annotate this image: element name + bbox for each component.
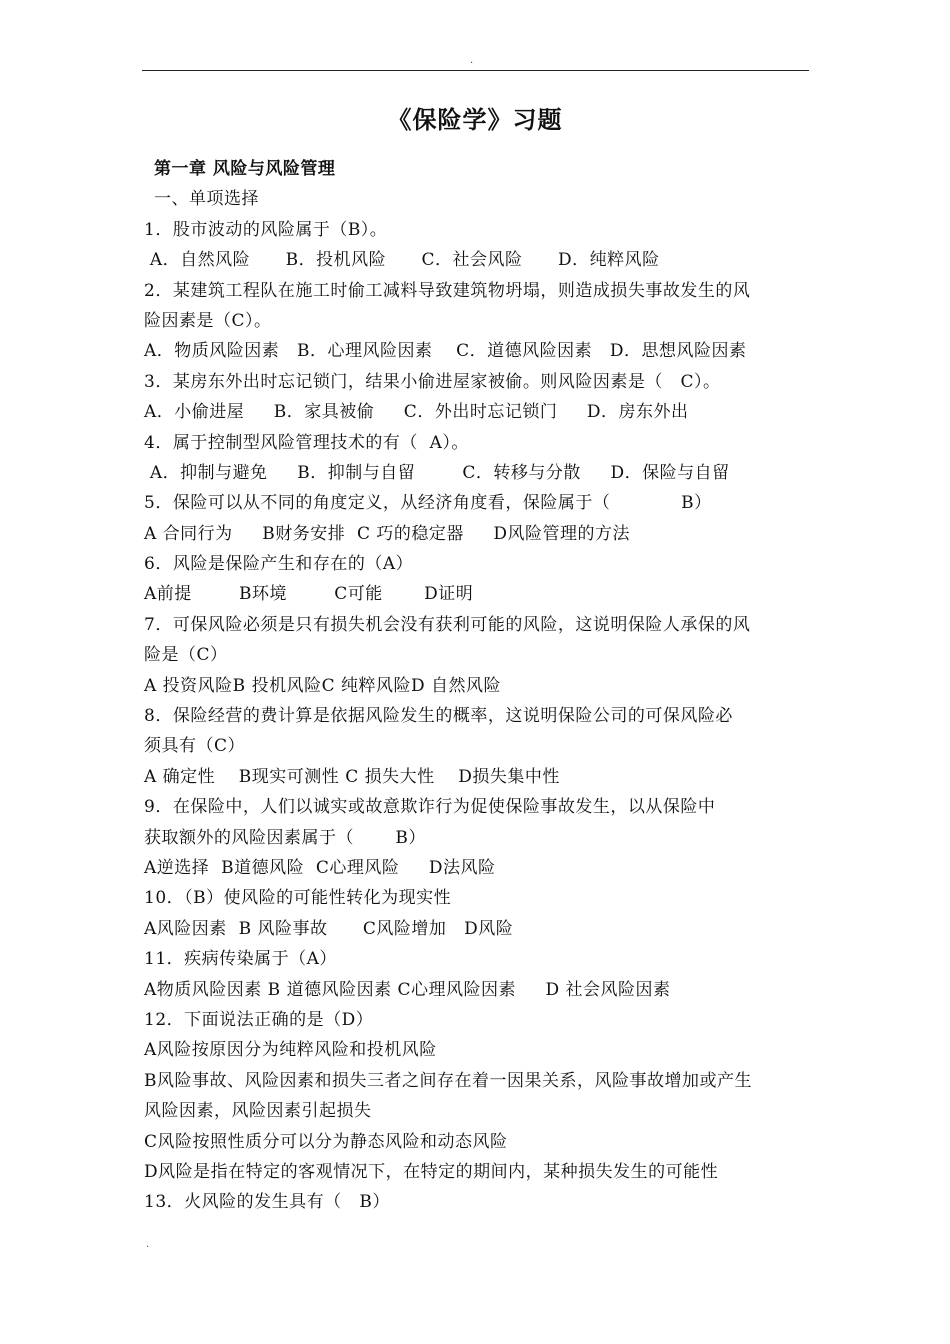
header-rule [142,70,809,71]
option-line: A风险因素 B 风险事故 C风险增加 D风险 [144,918,514,939]
question-line: 3．某房东外出时忘记锁门，结果小偷进屋家被偷。则风险因素是（ C）。 [144,371,721,392]
option-line: C风险按照性质分可以分为静态风险和动态风险 [144,1131,508,1152]
footer-dot: . [146,1239,150,1250]
option-line: A逆选择 B道德风险 C心理风险 D法风险 [144,857,496,878]
question-line: 9．在保险中，人们以诚实或故意欺诈行为促使保险事故发生，以从保险中 [144,797,716,818]
option-line: B风险事故、风险因素和损失三者之间存在着一因果关系，风险事故增加或产生 [144,1070,752,1091]
section-heading: 一、单项选择 [154,189,259,210]
question-line: 1．股市波动的风险属于（B）。 [144,219,388,240]
question-line: 10．（B）使风险的可能性转化为现实性 [144,888,452,909]
question-line: 11．疾病传染属于（A） [144,949,337,970]
option-line: A风险按原因分为纯粹风险和投机风险 [144,1040,437,1061]
option-line: A前提 B环境 C可能 D证明 [144,584,474,605]
option-line: A．自然风险 B．投机风险 C．社会风险 D．纯粹风险 [144,250,660,271]
option-line: D风险是指在特定的客观情况下，在特定的期间内，某种损失发生的可能性 [144,1161,719,1182]
option-line: A 投资风险B 投机风险C 纯粹风险D 自然风险 [144,675,502,696]
question-line: 4．属于控制型风险管理技术的有（ A）。 [144,432,469,453]
question-line: 13．火风险的发生具有（ B） [144,1192,390,1213]
question-line: 获取额外的风险因素属于（ B） [144,827,426,848]
header-dot: . [470,55,474,66]
question-line: 6．风险是保险产生和存在的（A） [144,554,414,575]
chapter-heading: 第一章 风险与风险管理 [154,159,336,179]
question-line: 须具有（C） [144,736,246,757]
document-title: 《保险学》习题 [387,105,563,134]
option-line: A．抑制与避免 B．抑制与自留 C．转移与分散 D．保险与自留 [144,462,730,483]
question-line: 5．保险可以从不同的角度定义，从经济角度看，保险属于（ B） [144,493,712,514]
option-line: A．物质风险因素 B．心理风险因素 C．道德风险因素 D．思想风险因素 [144,341,747,362]
question-line: 险因素是（C）。 [144,310,272,331]
question-line: 8．保险经营的费计算是依据风险发生的概率，这说明保险公司的可保风险必 [144,706,733,727]
question-line: 险是（C） [144,645,228,666]
option-line: A 确定性 B现实可测性 C 损失大性 D损失集中性 [144,766,560,787]
option-line: A物质风险因素 B 道德风险因素 C心理风险因素 D 社会风险因素 [144,979,671,1000]
question-line: 12．下面说法正确的是（D） [144,1009,374,1030]
question-line: 7．可保风险必须是只有损失机会没有获利可能的风险，这说明保险人承保的风 [144,614,751,635]
option-line: 风险因素，风险因素引起损失 [144,1101,372,1122]
option-line: A．小偷进屋 B．家具被偷 C．外出时忘记锁门 D．房东外出 [144,402,689,423]
document-body [144,154,812,1218]
question-line: 2．某建筑工程队在施工时偷工减料导致建筑物坍塌，则造成损失事故发生的风 [144,280,751,301]
option-line: A 合同行为 B财务安排 C 巧的稳定器 D风险管理的方法 [144,523,631,544]
